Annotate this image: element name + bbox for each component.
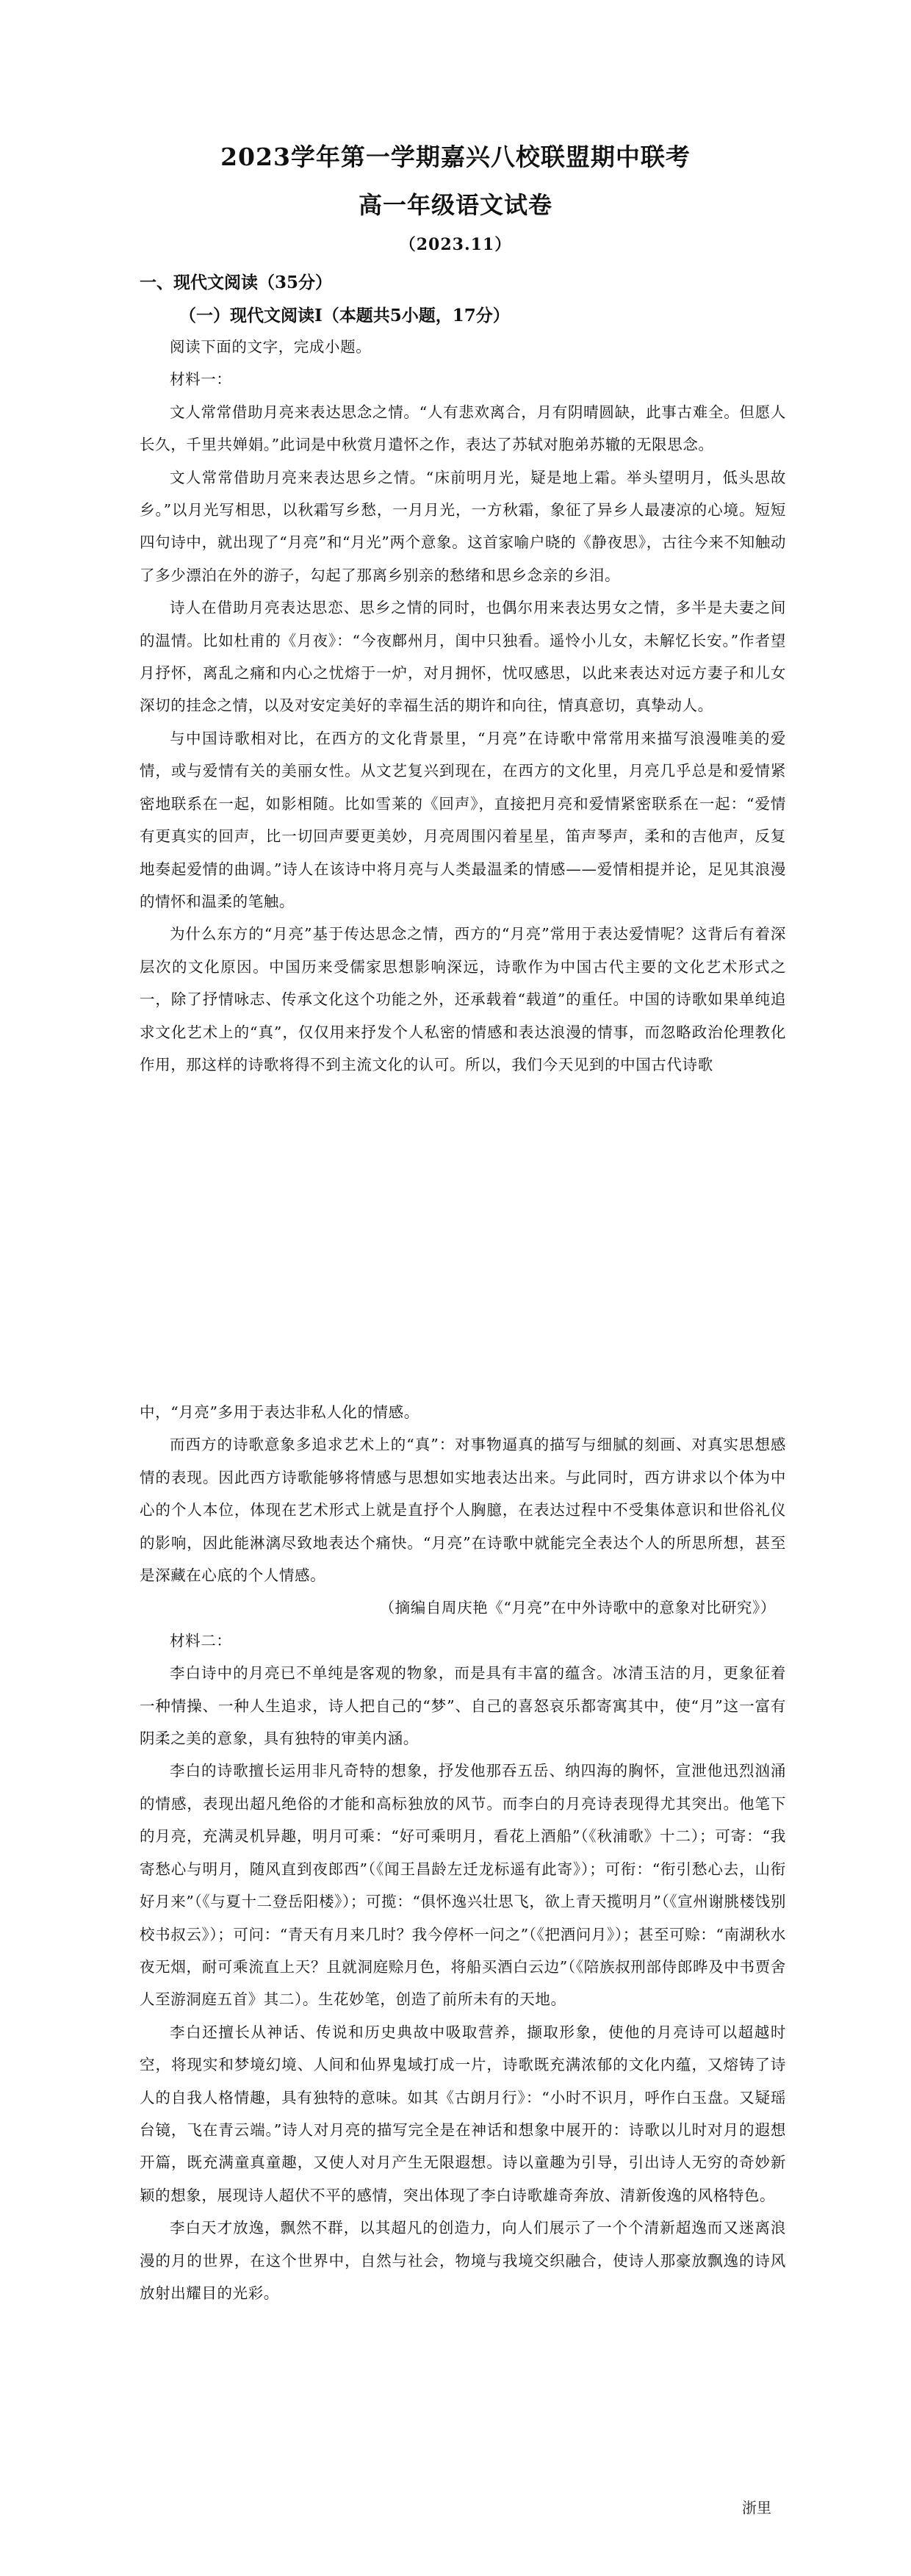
material2-label: 材料二： xyxy=(170,1631,232,1649)
exam-subtitle: 高一年级语文试卷 xyxy=(358,191,552,219)
paragraph: 而西方的诗歌意象多追求艺术上的“真”：对事物逼真的描写与细腻的刻画、对真实思想感情的表现。因此西方诗歌能够将情感与思想如实地表达出来。与此同时，西方讲求以个体为中心的个人本位，体现在艺术形式上就是直抒个人胸臆，在表达过程中不受集体意识和世俗礼仪的影响，因此能淋漓尽致地表达个痛快。“月亮”在诗歌中就能完全表达个人的所思所想，甚至是深藏在心底的个人情感。 xyxy=(140,1436,786,1585)
reading-material-top xyxy=(140,331,786,1081)
material1-source: （摘编自周庆艳《“月亮”在中外诗歌中的意象对比研究》） xyxy=(379,1599,776,1617)
exam-date: （2023.11） xyxy=(399,235,512,254)
paragraph: 文人常常借助月亮来表达思念之情。“人有悲欢离合，月有阴晴圆缺，此事古难全。但愿人长久，千里共婵娟。”此词是中秋赏月遣怀之作，表达了苏轼对胞弟苏辙的无限思念。 xyxy=(140,403,786,454)
paragraph: 与中国诗歌相对比，在西方的文化背景里，“月亮”在诗歌中常常用来描写浪漫唯美的爱情，或与爱情有关的美丽女性。从文艺复兴到现在，在西方的文化里，月亮几乎总是和爱情紧密地联系在一起，如影相随。比如雪莱的《回声》，直接把月亮和爱情紧密联系在一起：“爱情有更真实的回声，比一切回声要更美妙，月亮周围闪着星星，笛声琴声，柔和的吉他声，反复地奏起爱情的曲调。”诗人在该诗中将月亮与人类最温柔的情感——爱情相提并论，足见其浪漫的情怀和温柔的笔触。 xyxy=(140,729,786,910)
instruction-text: 阅读下面的文字，完成小题。 xyxy=(170,338,372,356)
subsection-heading: （一）现代文阅读Ⅰ（本题共5小题，17分） xyxy=(179,306,510,325)
paragraph: 为什么东方的“月亮”基于传达思念之情，西方的“月亮”常用于表达爱情呢？这背后有着深层次的文化原因。中国历来受儒家思想影响深远，诗歌作为中国古代主要的文化艺术形式之一，除了抒情咏志、传承文化这个功能之外，还承载着“载道”的重任。中国的诗歌如果单纯追求文化艺术上的“真”，仅仅用来抒发个人私密的情感和表达浪漫的情事，而忽略政治伦理教化作用，那这样的诗歌将得不到主流文化的认可。所以，我们今天见到的中国古代诗歌 xyxy=(140,925,786,1073)
paragraph: 文人常常借助月亮来表达思乡之情。“床前明月光，疑是地上霜。举头望明月，低头思故乡。”以月光写相思，以秋霜写乡愁，一月月光，一方秋霜，象征了异乡人最凄凉的心境。短短四句诗中，就出现了“月亮”和“月光”两个意象。这首家喻户晓的《静夜思》，古往今来不知触动了多少漂泊在外的游子，勾起了那离乡别亲的愁绪和思乡念亲的乡泪。 xyxy=(140,468,786,584)
paragraph-continued: 中，“月亮”多用于表达非私人化的情感。 xyxy=(140,1403,420,1421)
footer-text: 浙里 xyxy=(742,2499,771,2516)
paragraph: 李白诗中的月亮已不单纯是客观的物象，而是具有丰富的蕴含。冰清玉洁的月，更象征着一种情操、一种人生追求，诗人把自己的“梦”、自己的喜怒哀乐都寄寓其中，使“月”这一富有阴柔之美的意象，具有独特的审美内涵。 xyxy=(140,1664,786,1748)
paragraph: 诗人在借助月亮表达思恋、思乡之情的同时，也偶尔用来表达男女之情，多半是夫妻之间的温情。比如杜甫的《月夜》：“今夜鄜州月，闺中只独看。遥怜小儿女，未解忆长安。”作者望月抒怀，离乱之痛和内心之忧熔于一炉，对月拥怀，忧叹感思，以此来表达对远方妻子和儿女深切的挂念之情，以及对安定美好的幸福生活的期许和向往，情真意切，真挚动人。 xyxy=(140,599,786,715)
exam-title: 2023学年第一学期嘉兴八校联盟期中联考 xyxy=(220,143,691,171)
section-heading: 一、现代文阅读（35分） xyxy=(140,273,333,292)
reading-material-bottom xyxy=(140,1396,786,2309)
paragraph: 李白还擅长从神话、传说和历史典故中吸取营养，撷取形象，使他的月亮诗可以超越时空，将现实和梦境幻境、人间和仙界鬼域打成一片，诗歌既充满浓郁的文化内蕴，又熔铸了诗人的自我人格情趣，具有独特的意味。如其《古朗月行》：“小时不识月，呼作白玉盘。又疑瑶台镜，飞在青云端。”诗人对月亮的描写完全是在神话和想象中展开的：诗歌以儿时对月的遐想开篇，既充满童真童趣，又使人对月产生无限遐想。诗以童趣为引导，引出诗人无穷的奇妙新颖的想象，展现诗人超伏不平的感情，突出体现了李白诗歌雄奇奔放、清新俊逸的风格特色。 xyxy=(140,2023,786,2204)
material1-label: 材料一： xyxy=(170,370,232,389)
paragraph: 李白的诗歌擅长运用非凡奇特的想象，抒发他那吞五岳、纳四海的胸怀，宣泄他迅烈汹涌的情感，表现出超凡绝俗的才能和高标独放的风节。而李白的月亮诗表现得尤其突出。他笔下的月亮，充满灵机异趣，明月可乘：“好可乘明月，看花上酒船”（《秋浦歌》十二）；可寄：“我寄愁心与明月，随风直到夜郎西”（《闻王昌龄左迁龙标遥有此寄》）；可衔：“衔引愁心去，山衔好月来”（《与夏十二登岳阳楼》）；可揽：“俱怀逸兴壮思飞，欲上青天揽明月”（《宣州谢朓楼饯别校书叔云》）；可问：“青天有月来几时？我今停杯一问之”（《把酒问月》）；甚至可赊：“南湖秋水夜无烟，耐可乘流直上天？且就洞庭赊月色，将船买酒白云边”（《陪族叔刑部侍郎晔及中书贾舍人至游洞庭五首》其二）。生花妙笔，创造了前所未有的天地。 xyxy=(140,1762,786,2009)
paragraph: 李白天才放逸，飘然不群，以其超凡的创造力，向人们展示了一个个清新超逸而又迷离浪漫的月的世界，在这个世界中，自然与社会，物境与我境交织融合，使诗人那豪放飘逸的诗风放射出耀目的光彩。 xyxy=(140,2219,786,2302)
